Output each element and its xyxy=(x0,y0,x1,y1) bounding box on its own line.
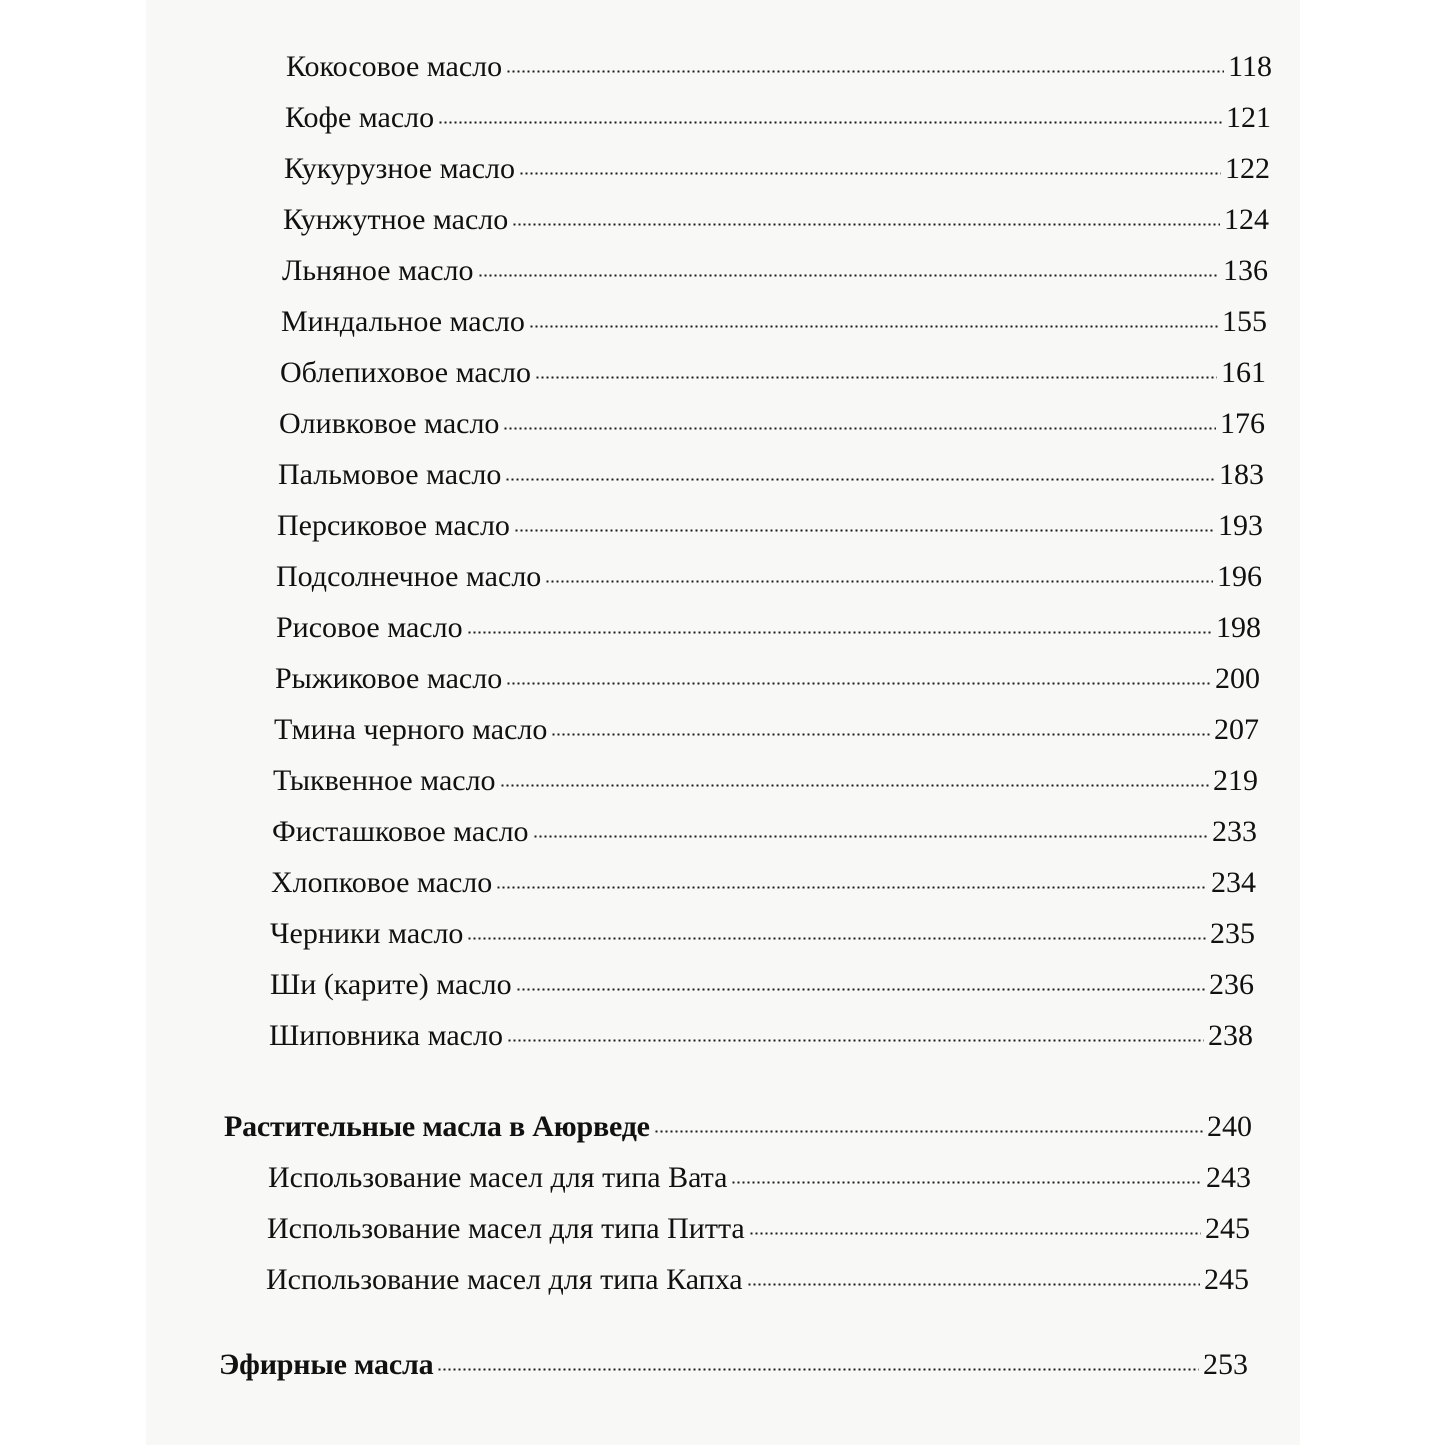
toc-entry xyxy=(277,511,1263,541)
toc-entry-page: 219 xyxy=(1213,764,1258,797)
toc-entry xyxy=(270,919,1255,949)
toc-entry-title: Оливковое масло xyxy=(279,407,500,440)
toc-entry-title: Фисташковое масло xyxy=(272,815,529,848)
toc-entry-title: Ши (карите) масло xyxy=(270,968,512,1001)
toc-entry-page: 196 xyxy=(1217,560,1262,593)
toc-entry-title: Тмина черного масло xyxy=(274,713,548,746)
dot-leader xyxy=(551,733,1210,736)
toc-section-page: 240 xyxy=(1207,1110,1252,1143)
dot-leader xyxy=(535,376,1217,379)
dot-leader xyxy=(506,682,1211,685)
toc-entry-page: 118 xyxy=(1228,50,1272,83)
toc-entry-page: 121 xyxy=(1226,101,1271,134)
toc-entry-page: 245 xyxy=(1204,1263,1249,1296)
toc-entry-title: Тыквенное масло xyxy=(273,764,496,797)
toc-entry-page: 193 xyxy=(1218,509,1263,542)
toc-entry-page: 245 xyxy=(1205,1212,1250,1245)
dot-leader xyxy=(503,427,1216,430)
toc-entry-title: Использование масел для типа Капха xyxy=(266,1263,743,1296)
toc-entry xyxy=(275,664,1260,694)
toc-entry-title: Рыжиковое масло xyxy=(275,662,503,695)
toc-section-ayurveda xyxy=(224,1112,1252,1142)
toc-entry-title: Миндальное масло xyxy=(281,305,525,338)
toc-entry xyxy=(281,307,1267,337)
dot-leader xyxy=(519,172,1221,175)
toc-entry-page: 243 xyxy=(1206,1161,1251,1194)
book-page xyxy=(146,0,1300,1445)
toc-entry xyxy=(274,715,1259,745)
toc-entry xyxy=(286,52,1272,82)
toc-entry xyxy=(272,817,1257,847)
toc-entry-page: 136 xyxy=(1223,254,1268,287)
toc-entry-page: 183 xyxy=(1219,458,1264,491)
dot-leader xyxy=(529,325,1218,328)
toc-entry-title: Черники масло xyxy=(270,917,464,950)
toc-section-title: Эфирные масла xyxy=(219,1348,434,1381)
toc-entry-page: 236 xyxy=(1209,968,1254,1001)
toc-entry xyxy=(271,868,1256,898)
dot-leader xyxy=(654,1130,1203,1133)
dot-leader xyxy=(514,529,1214,532)
toc-entry xyxy=(282,256,1268,286)
toc-entry-page: 161 xyxy=(1221,356,1266,389)
toc-entry-page: 233 xyxy=(1212,815,1257,848)
dot-leader xyxy=(506,70,1224,73)
dot-leader xyxy=(516,988,1205,991)
toc-entry-page: 234 xyxy=(1211,866,1256,899)
toc-entry-title: Пальмовое масло xyxy=(278,458,502,491)
toc-entry xyxy=(269,1021,1253,1051)
toc-section-page: 253 xyxy=(1203,1348,1248,1381)
toc-entry xyxy=(276,613,1261,643)
toc-entry-title: Подсолнечное масло xyxy=(276,560,542,593)
toc-section-title: Растительные масла в Аюрведе xyxy=(224,1110,650,1143)
toc-entry-page: 207 xyxy=(1214,713,1259,746)
dot-leader xyxy=(505,478,1215,481)
toc-entry xyxy=(285,103,1271,133)
dot-leader xyxy=(731,1181,1202,1184)
dot-leader xyxy=(467,937,1206,940)
toc-entry-page: 198 xyxy=(1216,611,1261,644)
toc-entry-page: 155 xyxy=(1222,305,1267,338)
toc-entry xyxy=(270,970,1254,1000)
toc-entry-title: Кофе масло xyxy=(285,101,435,134)
toc-entry-title: Кунжутное масло xyxy=(283,203,509,236)
toc-entry xyxy=(273,766,1258,796)
toc-entry xyxy=(267,1214,1250,1244)
toc-entry xyxy=(268,1163,1251,1193)
toc-entry-title: Кокосовое масло xyxy=(286,50,503,83)
toc-entry xyxy=(266,1265,1249,1295)
toc-entry-title: Льняное масло xyxy=(282,254,474,287)
toc-entry xyxy=(283,205,1269,235)
toc-entry-page: 176 xyxy=(1220,407,1265,440)
dot-leader xyxy=(507,1039,1204,1042)
toc-entry-title: Использование масел для типа Вата xyxy=(268,1161,728,1194)
toc-entry-title: Персиковое масло xyxy=(277,509,510,542)
toc-entry-page: 238 xyxy=(1208,1019,1253,1052)
toc-entry xyxy=(284,154,1270,184)
toc-entry xyxy=(279,409,1265,439)
toc-entry-page: 122 xyxy=(1225,152,1270,185)
toc-entry-title: Облепиховое масло xyxy=(280,356,531,389)
dot-leader xyxy=(478,274,1220,277)
dot-leader xyxy=(438,121,1222,124)
toc-entry-title: Кукурузное масло xyxy=(284,152,515,185)
toc-entry xyxy=(280,358,1266,388)
toc-entry-title: Использование масел для типа Питта xyxy=(267,1212,745,1245)
dot-leader xyxy=(437,1368,1199,1371)
toc-entry-title: Рисовое масло xyxy=(276,611,463,644)
toc-entry-page: 200 xyxy=(1215,662,1260,695)
toc-entry-page: 124 xyxy=(1224,203,1269,236)
toc-entry-title: Шиповника масло xyxy=(269,1019,503,1052)
dot-leader xyxy=(749,1232,1201,1235)
dot-leader xyxy=(496,886,1207,889)
toc-entry xyxy=(278,460,1264,490)
toc-entry-page: 235 xyxy=(1210,917,1255,950)
dot-leader xyxy=(533,835,1208,838)
dot-leader xyxy=(512,223,1220,226)
dot-leader xyxy=(747,1283,1200,1286)
toc-section-essential xyxy=(219,1350,1248,1380)
dot-leader xyxy=(545,580,1213,583)
dot-leader xyxy=(467,631,1212,634)
toc-entry xyxy=(276,562,1262,592)
toc-entry-title: Хлопковое масло xyxy=(271,866,493,899)
dot-leader xyxy=(500,784,1209,787)
